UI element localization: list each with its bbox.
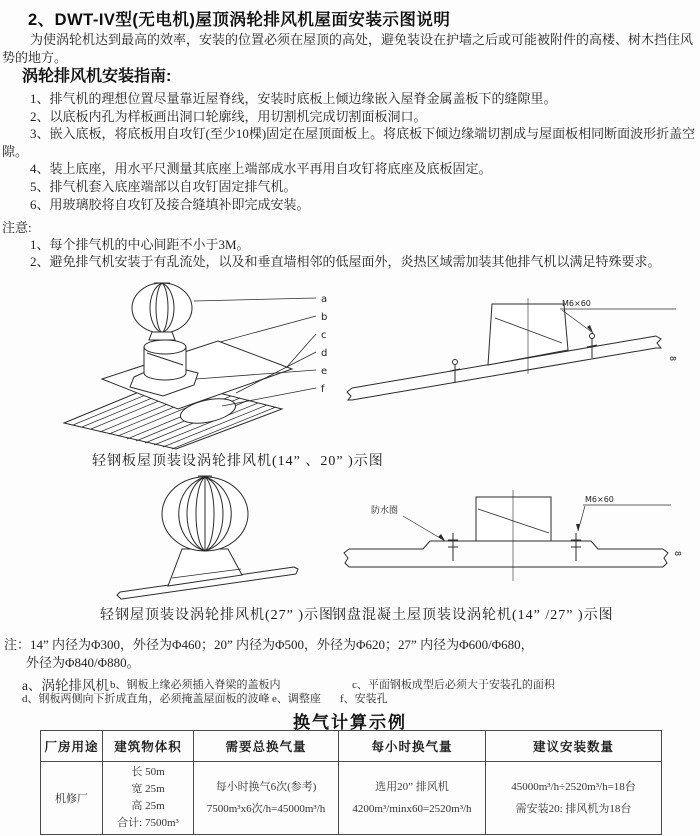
legend-item-e: e、调整座 [272,693,321,705]
step-4: 4、装上底座，用水平尺测量其底座上端部成水平再用自攻钉将底座及底板固定。 [30,161,492,177]
step-1: 1、排气机的理想位置尽量靠近屋脊线，安装时底板上倾边缘嵌入屋脊金属盖板下的缝隙里。 [30,91,557,106]
notice-item-2: 2、避免排气机安装于有乱流处，以及和垂直墙相邻的低屋面外，炎热区域需加装其他排气机以满足特殊要求。 [30,254,661,270]
part-label-d: d [321,348,328,359]
header-required: 需要总换气量 [194,731,339,762]
cell-required [194,762,339,835]
notice-item-1: 1、每个排气机的中心间距不小于3M。 [30,237,250,252]
required-line2: 7500m³x6次/h=45000m³/h [206,803,326,815]
intro-paragraph: 为使涡轮机达到最高的效率，安装的位置必须在屋顶的高处，避免装设在护墙之后或可能被附件的高楼、树木挡住风势的地方。 [2,32,694,65]
legend-item-c: c、平面钢板成型后必须大于安装孔的面积 [352,679,555,691]
header-usage: 厂房用途 [41,731,103,762]
step-6: 6、用玻璃胶将自攻钉及接合缝填补即完成安装。 [30,196,310,212]
guide-heading: 涡轮排风机安装指南: [22,68,172,85]
size-note-line1: 注：14” 内径为Φ300，外径为Φ460；20” 内径为Φ500，外径为Φ620；27” 内径为Φ600/Φ680， [4,637,534,652]
legend-item-f: f、安装孔 [340,693,388,705]
exploded-turbine-diagram [50,281,345,451]
legend-item-a: a、涡轮排风机 [22,678,109,693]
part-label-f: f [321,384,325,395]
cell-usage: 机修厂 [41,762,103,835]
concrete-roof-section-diagram [333,489,681,591]
volume-total: 合计: 7500m³ [117,817,179,829]
table-header-row [41,731,662,762]
part-label-c: c [321,330,327,341]
sloped-roof-section-diagram [340,296,680,414]
volume-height: 高 25m [131,800,165,812]
legend-item-b: b、钢板上缘必须插入脊梁的盖板内 [110,679,281,691]
volume-width: 宽 25m [131,783,165,795]
hourly-line2: 4200m³/minx60=2520m³/h [352,803,472,815]
header-hourly: 每小时换气量 [339,731,486,762]
step-5: 5、排气机套入底座端部以自攻钉固定排气机。 [30,178,297,194]
volume-length: 长 50m [131,766,165,778]
size-note-line2: 外径为Φ840/Φ880。 [26,655,140,670]
step-3: 3、嵌入底板，将底板用自攻钉(至少10棵)固定在屋顶面板上。将底板下倾边缘端切割成与屋面板相同断面波形折盖空隙。 [2,126,696,159]
notice-block [2,219,698,270]
suggested-line1: 45000m³/h÷2520m³/h=18台 [511,781,636,793]
header-volume: 建筑物体积 [103,731,194,762]
bolt-size-label-2: M6×60 [585,495,614,504]
required-line1: 每小时换气6次(参考) [215,781,317,793]
thickness-mark-2: 8 [673,551,682,557]
thickness-mark: 8 [668,356,677,362]
part-label-b: b [321,312,328,323]
table-row [41,762,662,835]
legend-item-d: d、钢板两侧向下折成直角，必须掩盖屋面板的波峰 [22,693,270,705]
diagram-caption-3: 钢盘混凝土屋顶装设涡轮机(14” /27” )示图 [332,608,614,623]
parts-legend [0,674,700,708]
part-label-a: a [321,294,328,305]
diagram-caption-2: 轻钢屋顶装设涡轮排风机(27” )示图 [100,608,335,623]
step-2: 2、以底板内孔为样板画出洞口轮廓线，用切割机完成切割面板洞口。 [30,108,427,124]
part-label-e: e [321,366,328,377]
notice-heading: 注意: [2,220,32,235]
cell-volume [103,762,194,835]
cell-suggested [486,762,662,835]
turbine-27-diagram [112,474,304,604]
page-title: 2、DWT-IV型(无电机)屋顶涡轮排风机屋面安装示图说明 [28,11,451,29]
diagram-caption-1: 轻钢板屋顶装设涡轮排风机(14” 、20” )示图 [92,454,384,469]
bolt-size-label: M6×60 [562,299,591,308]
cell-hourly [339,762,486,835]
hourly-line1: 选用20” 排风机 [375,781,449,793]
waterproof-ring-label: 防水圈 [371,506,399,516]
install-steps [2,90,698,213]
air-exchange-table [40,730,662,835]
table-title: 换气计算示例 [293,713,407,732]
header-suggested: 建议安装数量 [486,731,662,762]
suggested-line2: 需安装20: 排风机为18台 [515,803,632,815]
